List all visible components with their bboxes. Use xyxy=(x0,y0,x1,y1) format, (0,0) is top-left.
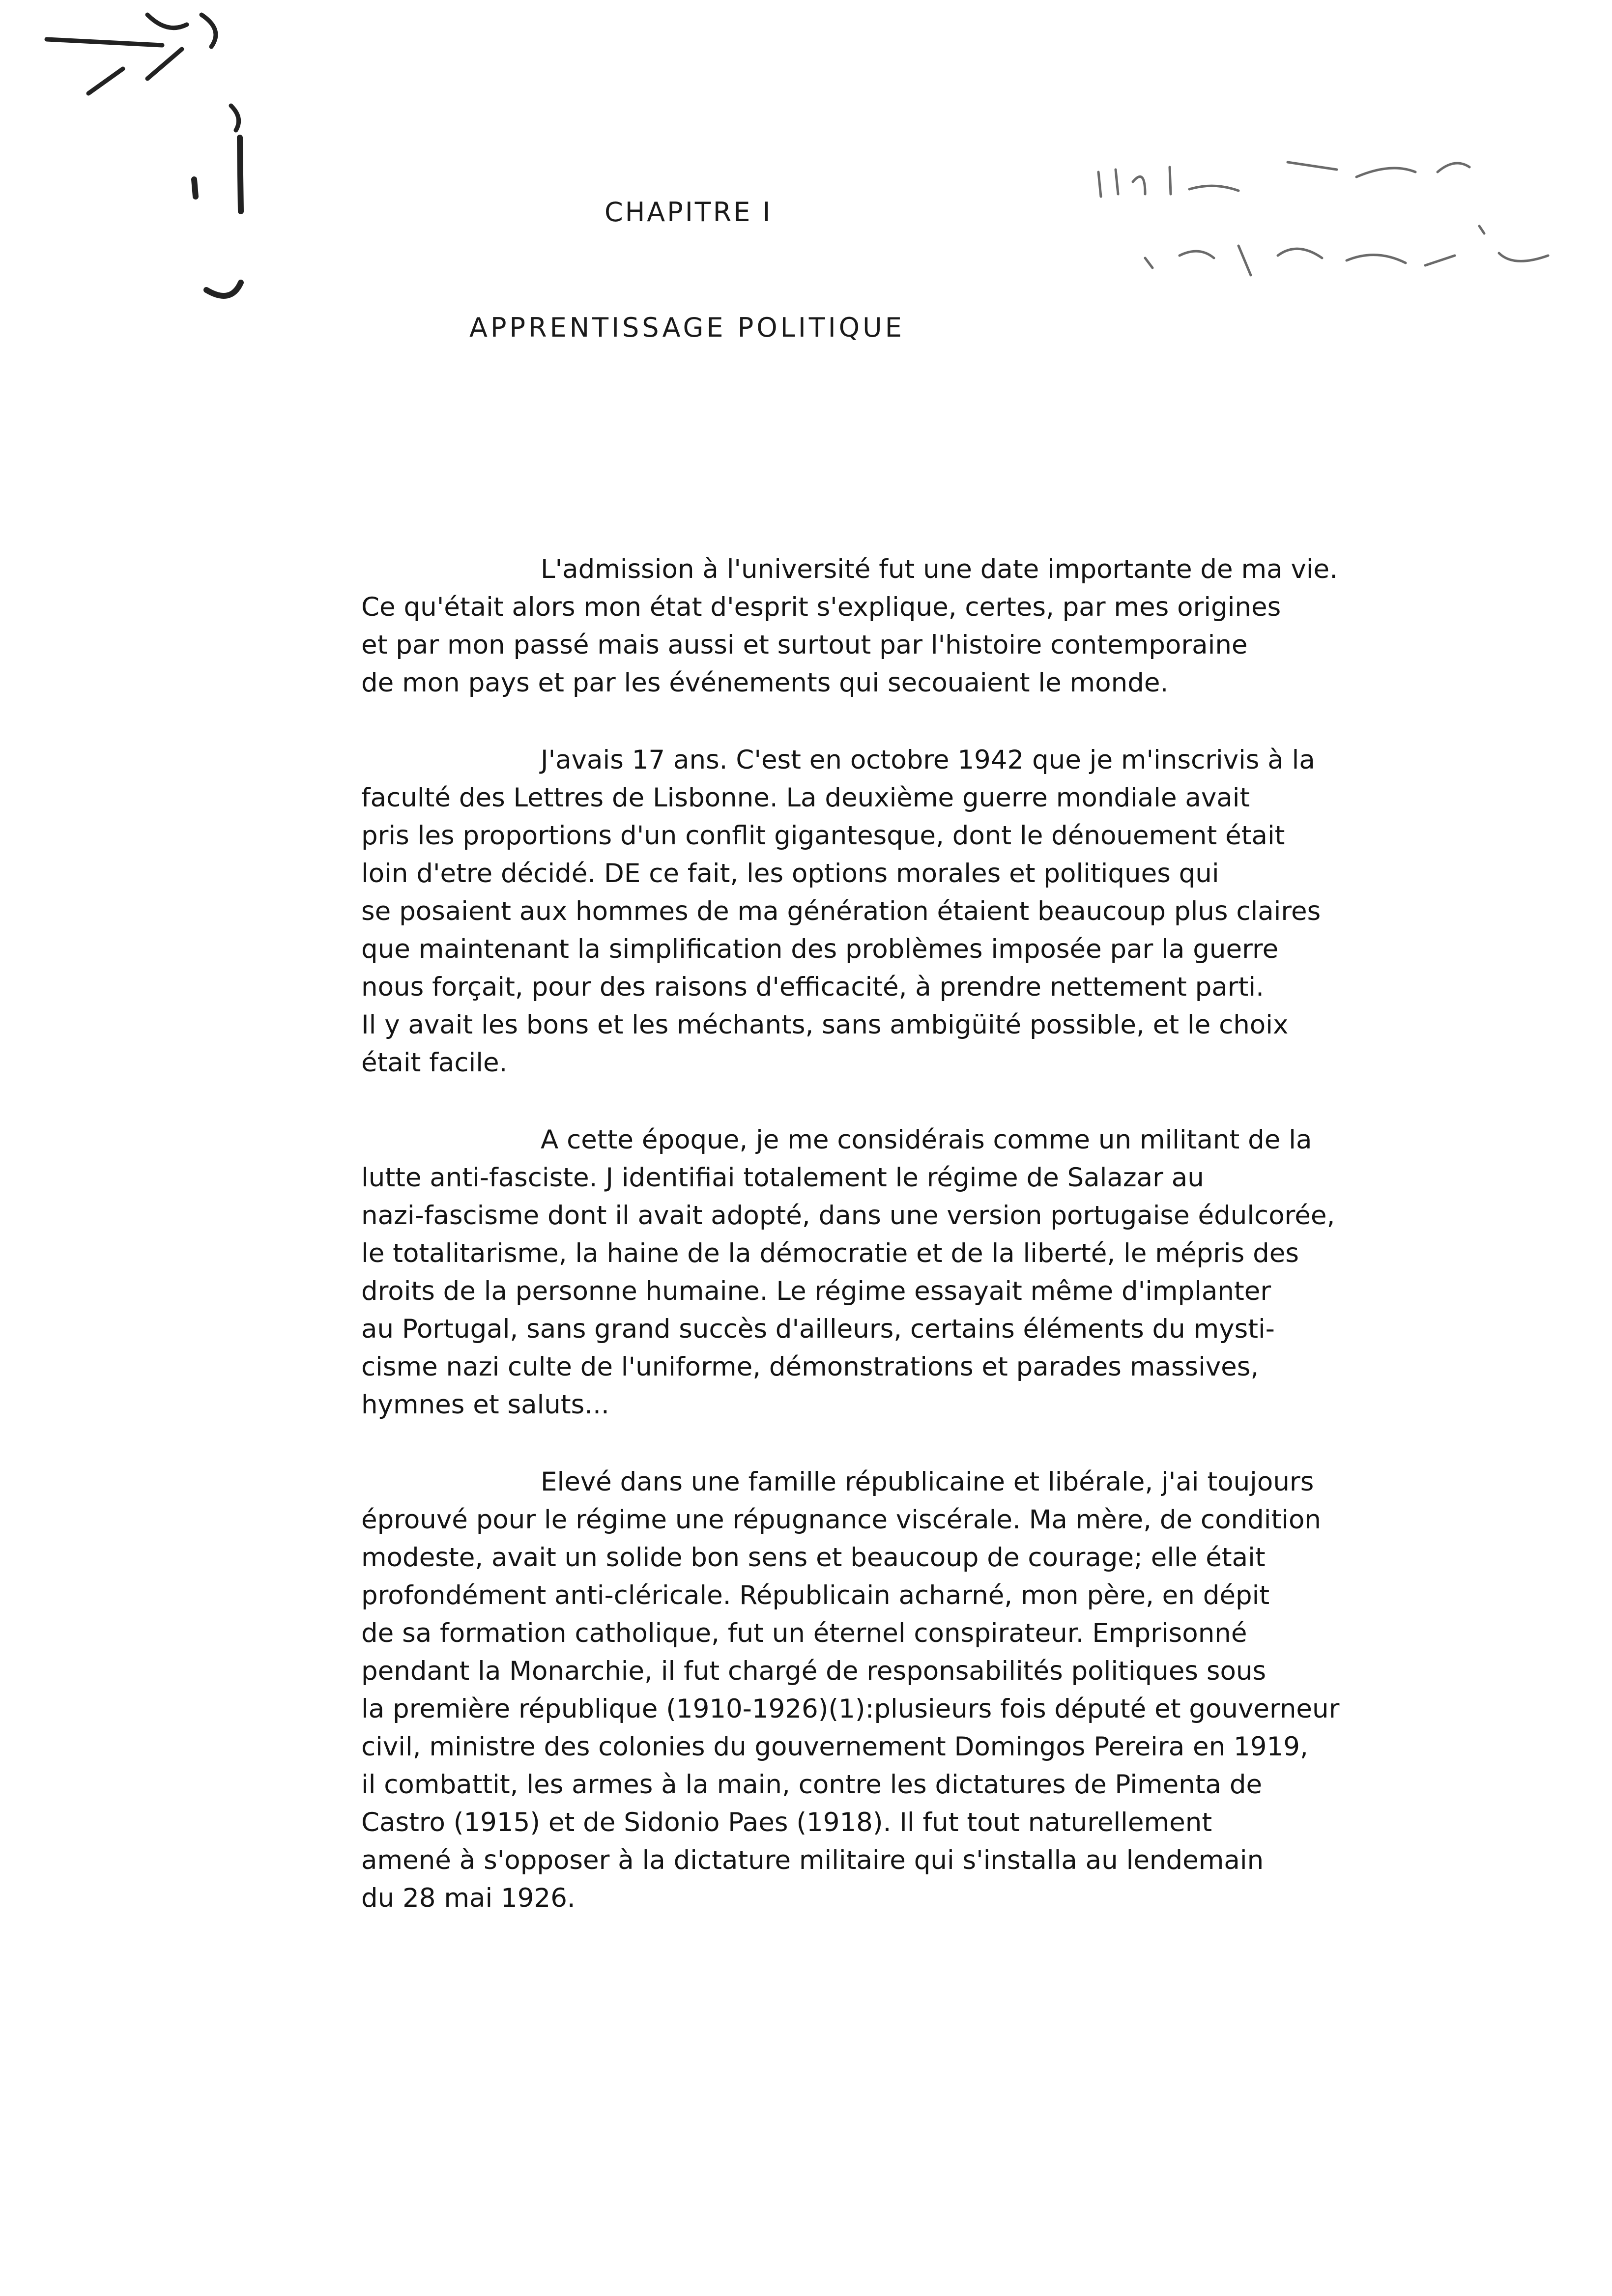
text-line: nazi-fascisme dont il avait adopté, dans une version portugaise édulcorée, xyxy=(361,1201,1335,1231)
text-line: L'admission à l'université fut une date importante de ma vie. xyxy=(541,554,1338,584)
text-line: il combattit, les armes à la main, contre les dictatures de Pimenta de xyxy=(361,1770,1263,1800)
margin-bracket-mark xyxy=(194,138,241,296)
chapter-number: CHAPITRE I xyxy=(604,197,773,228)
text-line: nous forçait, pour des raisons d'efficacité, à prendre nettement parti. xyxy=(361,972,1264,1002)
text-line: profondément anti-cléricale. Républicain acharné, mon père, en dépit xyxy=(361,1580,1270,1610)
text-line: la première république (1910-1926)(1):plusieurs fois député et gouverneur xyxy=(361,1694,1340,1724)
text-line: de mon pays et par les événements qui secouaient le monde. xyxy=(361,668,1169,698)
paragraph-4 xyxy=(361,1463,1541,1917)
text-line: hymnes et saluts... xyxy=(361,1390,609,1420)
text-line: se posaient aux hommes de ma génération étaient beaucoup plus claires xyxy=(361,896,1321,926)
text-line: Ce qu'était alors mon état d'esprit s'explique, certes, par mes origines xyxy=(361,592,1281,622)
text-line: civil, ministre des colonies du gouvernement Domingos Pereira en 1919, xyxy=(361,1732,1308,1762)
text-line: cisme nazi culte de l'uniforme, démonstrations et parades massives, xyxy=(361,1352,1259,1382)
paragraph-3 xyxy=(361,1121,1541,1424)
paragraph-1 xyxy=(361,550,1541,702)
text-line: pris les proportions d'un conflit gigantesque, dont le dénouement était xyxy=(361,821,1285,851)
text-line: modeste, avait un solide bon sens et beaucoup de courage; elle était xyxy=(361,1543,1266,1573)
text-line: au Portugal, sans grand succès d'ailleurs, certains éléments du mysti- xyxy=(361,1314,1275,1344)
body-text xyxy=(361,550,1541,1956)
text-line: droits de la personne humaine. Le régime essayait même d'implanter xyxy=(361,1276,1271,1306)
text-line: Il y avait les bons et les méchants, sans ambigüité possible, et le choix xyxy=(361,1010,1289,1040)
text-line: Castro (1915) et de Sidonio Paes (1918). Il fut tout naturellement xyxy=(361,1808,1212,1837)
text-line: que maintenant la simplification des problèmes imposée par la guerre xyxy=(361,934,1279,964)
text-line: pendant la Monarchie, il fut chargé de responsabilités politiques sous xyxy=(361,1656,1267,1686)
paragraph-2 xyxy=(361,741,1541,1082)
corner-scribble-mark xyxy=(47,15,239,130)
text-line: du 28 mai 1926. xyxy=(361,1883,576,1913)
text-line: était facile. xyxy=(361,1048,508,1078)
pencil-note-mark xyxy=(1098,162,1548,275)
text-line: éprouvé pour le régime une répugnance viscérale. Ma mère, de condition xyxy=(361,1505,1321,1535)
text-line: et par mon passé mais aussi et surtout par l'histoire contemporaine xyxy=(361,630,1248,660)
text-line: le totalitarisme, la haine de la démocratie et de la liberté, le mépris des xyxy=(361,1238,1299,1268)
text-line: de sa formation catholique, fut un éternel conspirateur. Emprisonné xyxy=(361,1618,1247,1648)
text-line: loin d'etre décidé. DE ce fait, les options morales et politiques qui xyxy=(361,859,1219,889)
text-line: Elevé dans une famille républicaine et libérale, j'ai toujours xyxy=(541,1467,1314,1497)
text-line: amené à s'opposer à la dictature militaire qui s'installa au lendemain xyxy=(361,1845,1264,1875)
text-line: lutte anti-fasciste. J identifiai totalement le régime de Salazar au xyxy=(361,1163,1204,1193)
text-line: faculté des Lettres de Lisbonne. La deuxième guerre mondiale avait xyxy=(361,783,1250,813)
chapter-title: APPRENTISSAGE POLITIQUE xyxy=(469,312,905,343)
text-line: J'avais 17 ans. C'est en octobre 1942 que je m'inscrivis à la xyxy=(541,745,1315,775)
handwritten-annotations xyxy=(0,0,1612,344)
text-line: A cette époque, je me considérais comme un militant de la xyxy=(541,1125,1312,1155)
